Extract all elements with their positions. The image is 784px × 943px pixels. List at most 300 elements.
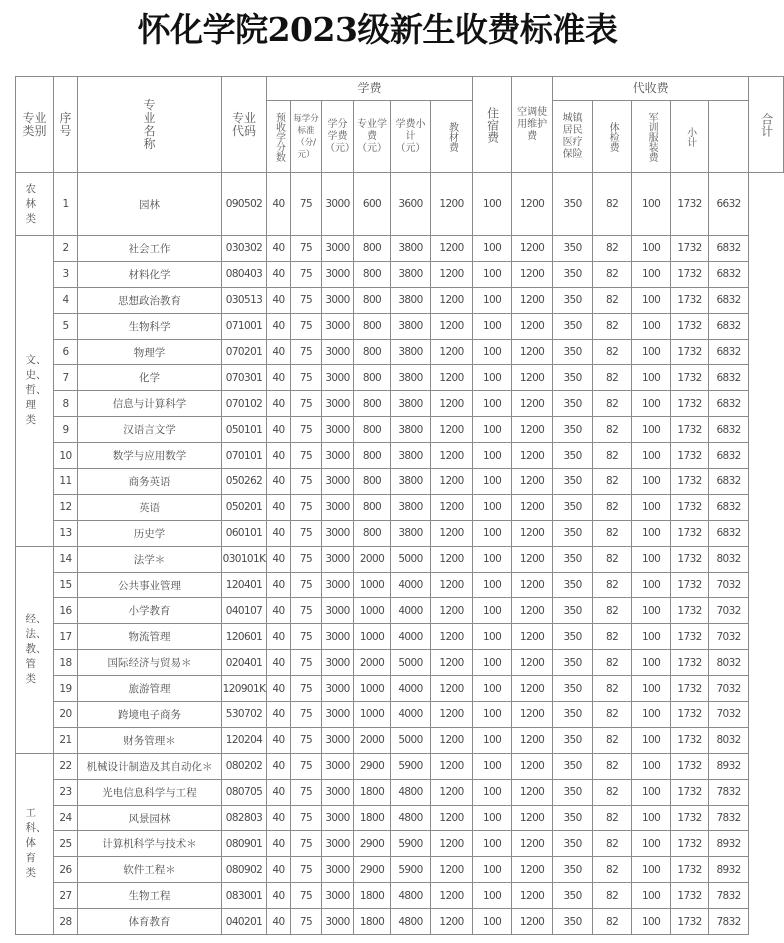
major-name-cell: 信息与计算科学 [78,391,222,417]
major-fee-cell: 1800 [354,909,391,935]
seq-cell: 24 [54,805,78,831]
dorm-cell: 1200 [431,469,473,495]
major-name-cell: 旅游管理 [78,676,222,702]
table-row [16,624,784,650]
uniform-cell: 100 [632,494,671,520]
dorm-cell: 1200 [431,173,473,236]
textbook-cell: 1200 [512,624,553,650]
major-code-cell: 050101 [222,417,267,443]
seq-cell: 14 [54,546,78,572]
total-cell: 8932 [709,753,749,779]
credit-rate-cell: 75 [291,520,322,546]
credit-rate-cell: 75 [291,650,322,676]
table-row [16,572,784,598]
collect-subtotal-cell: 1732 [671,883,709,909]
major-fee-cell: 1000 [354,702,391,728]
tuition-subtotal-cell: 3800 [391,287,431,313]
header-uniform: 军训服装费 [632,101,671,173]
table-row [16,727,784,753]
seq-cell: 27 [54,883,78,909]
table-header [16,77,784,173]
major-code-cell: 071001 [222,313,267,339]
header-tuition-subtotal: 学费小计（元） [391,101,431,173]
total-cell: 6832 [709,494,749,520]
major-name-cell: 机械设计制造及其自动化＊ [78,753,222,779]
tuition-subtotal-cell: 3800 [391,520,431,546]
total-cell: 8032 [709,546,749,572]
seq-cell: 18 [54,650,78,676]
major-code-cell: 050262 [222,469,267,495]
credit-rate-cell: 75 [291,469,322,495]
uniform-cell: 100 [632,572,671,598]
credit-rate-cell: 75 [291,598,322,624]
medical-cell: 82 [593,753,632,779]
category-cell [16,546,54,753]
major-code-cell: 530702 [222,702,267,728]
credit-fee-cell: 3000 [322,805,354,831]
ac-cell: 100 [473,909,512,935]
ac-cell: 100 [473,339,512,365]
total-cell: 7032 [709,598,749,624]
medical-cell: 82 [593,173,632,236]
major-name-cell: 材料化学 [78,261,222,287]
major-fee-cell: 2000 [354,650,391,676]
textbook-cell: 1200 [512,469,553,495]
uniform-cell: 100 [632,909,671,935]
category-cell [16,236,54,547]
major-name-cell: 历史学 [78,520,222,546]
tuition-subtotal-cell: 3800 [391,469,431,495]
credit-rate-cell: 75 [291,831,322,857]
uniform-cell: 100 [632,546,671,572]
medical-cell: 82 [593,831,632,857]
credits-cell: 40 [267,598,291,624]
textbook-cell: 1200 [512,831,553,857]
credit-fee-cell: 3000 [322,676,354,702]
tuition-subtotal-cell: 5900 [391,831,431,857]
major-code-cell: 070101 [222,443,267,469]
collect-subtotal-cell: 1732 [671,831,709,857]
major-name-cell: 物流管理 [78,624,222,650]
insurance-cell: 350 [553,727,593,753]
insurance-cell: 350 [553,779,593,805]
collect-subtotal-cell: 1732 [671,236,709,262]
table-row [16,469,784,495]
total-cell: 8932 [709,857,749,883]
seq-cell: 25 [54,831,78,857]
dorm-cell: 1200 [431,236,473,262]
ac-cell: 100 [473,676,512,702]
medical-cell: 82 [593,805,632,831]
seq-cell: 11 [54,469,78,495]
insurance-cell: 350 [553,650,593,676]
uniform-cell: 100 [632,857,671,883]
credit-rate-cell: 75 [291,339,322,365]
table-row [16,287,784,313]
uniform-cell: 100 [632,831,671,857]
textbook-cell: 1200 [512,857,553,883]
textbook-cell: 1200 [512,443,553,469]
major-fee-cell: 800 [354,261,391,287]
ac-cell: 100 [473,520,512,546]
major-fee-cell: 600 [354,173,391,236]
major-code-cell: 080902 [222,857,267,883]
credits-cell: 40 [267,727,291,753]
tuition-subtotal-cell: 3800 [391,365,431,391]
major-name-cell: 计算机科学与技术＊ [78,831,222,857]
total-cell: 7832 [709,779,749,805]
ac-cell: 100 [473,313,512,339]
collect-subtotal-cell: 1732 [671,173,709,236]
header-ac: 空调使用维护费 [512,77,553,173]
uniform-cell: 100 [632,779,671,805]
credits-cell: 40 [267,624,291,650]
credits-cell: 40 [267,236,291,262]
collect-subtotal-cell: 1732 [671,572,709,598]
textbook-cell: 1200 [512,261,553,287]
medical-cell: 82 [593,520,632,546]
major-name-cell: 风景园林 [78,805,222,831]
major-fee-cell: 2000 [354,546,391,572]
total-cell: 7032 [709,676,749,702]
table-row [16,702,784,728]
major-name-cell: 商务英语 [78,469,222,495]
major-code-cell: 120204 [222,727,267,753]
tuition-subtotal-cell: 5000 [391,650,431,676]
credits-cell: 40 [267,572,291,598]
major-name-cell: 跨境电子商务 [78,702,222,728]
credits-cell: 40 [267,883,291,909]
tuition-subtotal-cell: 4800 [391,805,431,831]
credit-rate-cell: 75 [291,173,322,236]
dorm-cell: 1200 [431,339,473,365]
insurance-cell: 350 [553,173,593,236]
header-major-name: 专业名称 [78,77,222,173]
textbook-cell: 1200 [512,287,553,313]
dorm-cell: 1200 [431,831,473,857]
credit-rate-cell: 75 [291,417,322,443]
major-fee-cell: 800 [354,339,391,365]
dorm-cell: 1200 [431,702,473,728]
ac-cell: 100 [473,546,512,572]
tuition-subtotal-cell: 5900 [391,857,431,883]
category-label: 农林类 [25,182,36,225]
credit-fee-cell: 3000 [322,287,354,313]
major-fee-cell: 2000 [354,727,391,753]
insurance-cell: 350 [553,909,593,935]
major-code-cell: 120901K [222,676,267,702]
dorm-cell: 1200 [431,883,473,909]
dorm-cell: 1200 [431,598,473,624]
credits-cell: 40 [267,779,291,805]
header-tuition-group: 学费 [267,77,473,101]
tuition-subtotal-cell: 4000 [391,676,431,702]
uniform-cell: 100 [632,313,671,339]
major-fee-cell: 800 [354,365,391,391]
uniform-cell: 100 [632,520,671,546]
table-row [16,883,784,909]
medical-cell: 82 [593,391,632,417]
seq-cell: 26 [54,857,78,883]
seq-cell: 5 [54,313,78,339]
dorm-cell: 1200 [431,546,473,572]
insurance-cell: 350 [553,546,593,572]
total-cell: 6832 [709,391,749,417]
textbook-cell: 1200 [512,391,553,417]
major-name-cell: 法学＊ [78,546,222,572]
ac-cell: 100 [473,702,512,728]
major-fee-cell: 1800 [354,883,391,909]
dorm-cell: 1200 [431,857,473,883]
medical-cell: 82 [593,417,632,443]
dorm-cell: 1200 [431,779,473,805]
ac-cell: 100 [473,287,512,313]
fee-table [15,76,784,935]
textbook-cell: 1200 [512,598,553,624]
credit-fee-cell: 3000 [322,909,354,935]
major-code-cell: 080705 [222,779,267,805]
major-code-cell: 070102 [222,391,267,417]
total-cell: 6632 [709,173,749,236]
collect-subtotal-cell: 1732 [671,391,709,417]
collect-subtotal-cell: 1732 [671,469,709,495]
header-collect-subtotal: 小计 [671,101,709,173]
table-row [16,805,784,831]
ac-cell: 100 [473,391,512,417]
credit-fee-cell: 3000 [322,572,354,598]
total-cell: 6832 [709,365,749,391]
credit-fee-cell: 3000 [322,313,354,339]
table-row [16,236,784,262]
uniform-cell: 100 [632,365,671,391]
collect-subtotal-cell: 1732 [671,520,709,546]
header-credit-rate: 每学分标准（分/元） [291,101,322,173]
dorm-cell: 1200 [431,909,473,935]
insurance-cell: 350 [553,831,593,857]
seq-cell: 1 [54,173,78,236]
major-fee-cell: 1000 [354,598,391,624]
medical-cell: 82 [593,494,632,520]
textbook-cell: 1200 [512,313,553,339]
major-code-cell: 080901 [222,831,267,857]
total-cell: 6832 [709,520,749,546]
credits-cell: 40 [267,753,291,779]
credit-fee-cell: 3000 [322,883,354,909]
total-cell: 6832 [709,313,749,339]
category-cell [16,753,54,934]
seq-cell: 28 [54,909,78,935]
dorm-cell: 1200 [431,520,473,546]
seq-cell: 13 [54,520,78,546]
table-row [16,494,784,520]
medical-cell: 82 [593,261,632,287]
major-fee-cell: 800 [354,469,391,495]
major-fee-cell: 800 [354,417,391,443]
dorm-cell: 1200 [431,287,473,313]
seq-cell: 12 [54,494,78,520]
medical-cell: 82 [593,287,632,313]
credit-rate-cell: 75 [291,443,322,469]
textbook-cell: 1200 [512,727,553,753]
collect-subtotal-cell: 1732 [671,313,709,339]
major-fee-cell: 1000 [354,624,391,650]
tuition-subtotal-cell: 4800 [391,883,431,909]
major-fee-cell: 1800 [354,805,391,831]
major-code-cell: 060101 [222,520,267,546]
major-name-cell: 英语 [78,494,222,520]
insurance-cell: 350 [553,805,593,831]
insurance-cell: 350 [553,572,593,598]
credit-fee-cell: 3000 [322,702,354,728]
seq-cell: 19 [54,676,78,702]
ac-cell: 100 [473,261,512,287]
category-label: 文、史、哲、理类 [25,354,47,427]
header-credit-fee: 学分学费（元） [322,101,354,173]
collect-subtotal-cell: 1732 [671,857,709,883]
collect-subtotal-cell: 1732 [671,727,709,753]
major-code-cell: 082803 [222,805,267,831]
major-fee-cell: 1800 [354,779,391,805]
major-name-cell: 社会工作 [78,236,222,262]
credits-cell: 40 [267,546,291,572]
insurance-cell: 350 [553,261,593,287]
credit-rate-cell: 75 [291,261,322,287]
uniform-cell: 100 [632,469,671,495]
credit-fee-cell: 3000 [322,598,354,624]
textbook-cell: 1200 [512,676,553,702]
credit-fee-cell: 3000 [322,391,354,417]
major-fee-cell: 800 [354,391,391,417]
tuition-subtotal-cell: 4000 [391,572,431,598]
collect-subtotal-cell: 1732 [671,417,709,443]
total-cell: 6832 [709,236,749,262]
insurance-cell: 350 [553,702,593,728]
credit-rate-cell: 75 [291,727,322,753]
dorm-cell: 1200 [431,650,473,676]
uniform-cell: 100 [632,391,671,417]
collect-subtotal-cell: 1732 [671,909,709,935]
medical-cell: 82 [593,676,632,702]
collect-subtotal-cell: 1732 [671,624,709,650]
medical-cell: 82 [593,443,632,469]
major-code-cell: 080202 [222,753,267,779]
seq-cell: 2 [54,236,78,262]
tuition-subtotal-cell: 3800 [391,236,431,262]
total-cell: 7032 [709,572,749,598]
medical-cell: 82 [593,365,632,391]
ac-cell: 100 [473,753,512,779]
credits-cell: 40 [267,676,291,702]
collect-subtotal-cell: 1732 [671,494,709,520]
uniform-cell: 100 [632,676,671,702]
tuition-subtotal-cell: 3800 [391,494,431,520]
table-row [16,417,784,443]
collect-subtotal-cell: 1732 [671,702,709,728]
major-name-cell: 数学与应用数学 [78,443,222,469]
medical-cell: 82 [593,546,632,572]
table-row [16,753,784,779]
table-row [16,313,784,339]
medical-cell: 82 [593,598,632,624]
insurance-cell: 350 [553,624,593,650]
table-row [16,909,784,935]
major-fee-cell: 800 [354,494,391,520]
major-code-cell: 070301 [222,365,267,391]
uniform-cell: 100 [632,753,671,779]
credit-rate-cell: 75 [291,236,322,262]
total-cell: 7832 [709,883,749,909]
credit-rate-cell: 75 [291,883,322,909]
total-cell: 7832 [709,805,749,831]
major-fee-cell: 2900 [354,753,391,779]
credits-cell: 40 [267,173,291,236]
seq-cell: 6 [54,339,78,365]
table-row [16,831,784,857]
category-label: 工科、体育类 [25,807,47,880]
credit-fee-cell: 3000 [322,494,354,520]
dorm-cell: 1200 [431,494,473,520]
credit-fee-cell: 3000 [322,779,354,805]
header-total: 合计 [749,77,784,173]
credit-fee-cell: 3000 [322,443,354,469]
major-name-cell: 物理学 [78,339,222,365]
textbook-cell: 1200 [512,779,553,805]
textbook-cell: 1200 [512,520,553,546]
credits-cell: 40 [267,650,291,676]
credit-rate-cell: 75 [291,546,322,572]
uniform-cell: 100 [632,261,671,287]
insurance-cell: 350 [553,469,593,495]
credit-rate-cell: 75 [291,365,322,391]
insurance-cell: 350 [553,520,593,546]
major-name-cell: 财务管理＊ [78,727,222,753]
insurance-cell: 350 [553,676,593,702]
tuition-subtotal-cell: 4800 [391,779,431,805]
table-row [16,650,784,676]
insurance-cell: 350 [553,365,593,391]
credit-fee-cell: 3000 [322,624,354,650]
collect-subtotal-cell: 1732 [671,650,709,676]
ac-cell: 100 [473,883,512,909]
ac-cell: 100 [473,857,512,883]
major-fee-cell: 800 [354,313,391,339]
insurance-cell: 350 [553,857,593,883]
tuition-subtotal-cell: 3800 [391,443,431,469]
major-name-cell: 汉语言文学 [78,417,222,443]
credit-fee-cell: 3000 [322,520,354,546]
credits-cell: 40 [267,702,291,728]
major-fee-cell: 800 [354,287,391,313]
tuition-subtotal-cell: 5000 [391,727,431,753]
credit-fee-cell: 3000 [322,236,354,262]
category-label: 经、法、教、管类 [25,613,47,686]
table-row [16,261,784,287]
insurance-cell: 350 [553,236,593,262]
major-code-cell: 080403 [222,261,267,287]
major-fee-cell: 1000 [354,676,391,702]
header-major-fee: 专业学费（元） [354,101,391,173]
textbook-cell: 1200 [512,572,553,598]
total-cell: 7032 [709,624,749,650]
major-fee-cell: 800 [354,443,391,469]
credit-fee-cell: 3000 [322,173,354,236]
ac-cell: 100 [473,443,512,469]
seq-cell: 17 [54,624,78,650]
collect-subtotal-cell: 1732 [671,676,709,702]
major-name-cell: 化学 [78,365,222,391]
major-code-cell: 040201 [222,909,267,935]
seq-cell: 15 [54,572,78,598]
